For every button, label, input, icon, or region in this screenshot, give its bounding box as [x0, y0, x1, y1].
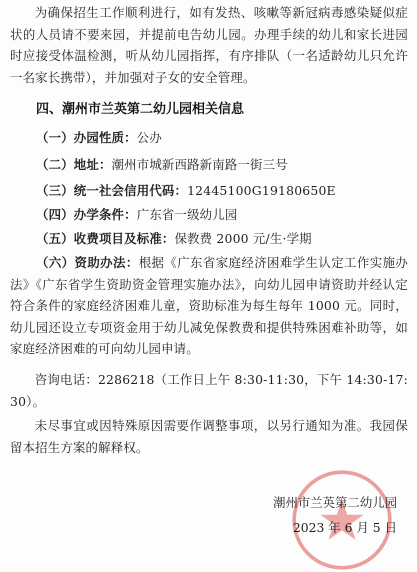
info-item-nature — [36, 127, 408, 149]
info-value: 潮州市城新西路新南路一街三号 — [111, 157, 288, 172]
info-label: （五）收费项目及标准： — [36, 231, 175, 246]
info-label: （六）资助办法： — [36, 255, 139, 270]
section-title: 四、潮州市兰英第二幼儿园相关信息 — [36, 102, 245, 117]
signature-date: 2023 年 6 月 5 日 — [292, 520, 397, 535]
consult-paragraph: 咨询电话：2286218（工作日上午 8:30-11:30，下午 14:30-17:30）。 — [10, 372, 408, 409]
info-value: 广东省一级幼儿园 — [136, 207, 238, 222]
info-label: （四）办学条件： — [36, 207, 137, 222]
info-label: （二）地址： — [36, 157, 112, 172]
signature-org: 潮州市兰英第二幼儿园 — [273, 495, 397, 510]
intro-paragraph: 为确保招生工作顺利进行，如有发热、咳嗽等新冠病毒感染疑似症状的人员请不要来园，并提前电告幼儿园。办理手续的幼儿和家长进园时应接受体温检测，听从幼儿园指挥，有序排队（一名适龄幼儿只允许一名家长携带），并加强对子女的安全管理。 — [10, 5, 408, 85]
info-item-credit-code — [36, 180, 408, 202]
info-value: 12445100G19180650E — [187, 183, 336, 198]
info-label: （一）办园性质： — [36, 130, 137, 145]
closing-paragraph: 未尽事宜或因特殊原因需要作调整事项，以另行通知为准。我园保留本招生方案的解释权。 — [10, 418, 408, 455]
info-item-fees — [36, 228, 408, 250]
info-item-conditions — [36, 204, 408, 226]
info-value: 根据《广东省家庭经济困难学生认定工作实施办法》《广东省学生资助资金管理实施办法》，向幼儿园申请资助并经认定符合条件的家庭经济困难儿童，资助标准为每生每年 1000 元。同时，幼儿园还设立专项资金用于幼儿减免保教费和提供特殊困难补助等，如家庭经济困难的可向幼儿园申请。 — [10, 255, 408, 356]
info-value: 公办 — [136, 130, 162, 145]
info-value: 保教费 2000 元/生·学期 — [174, 231, 312, 246]
info-label: （三）统一社会信用代码： — [36, 183, 188, 198]
info-item-aid — [10, 252, 408, 360]
info-item-address — [36, 154, 408, 176]
